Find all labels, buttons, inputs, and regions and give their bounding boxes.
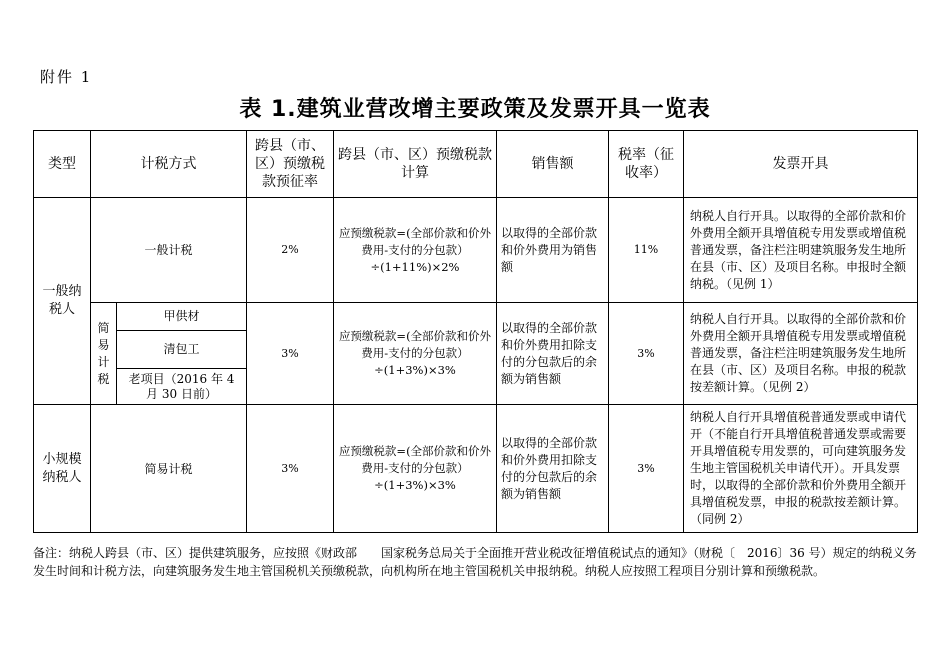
invoice-simple: 纳税人自行开具。以取得的全部价款和价外费用全额开具增值税专用发票或增值税普通发票，备注栏注明建筑服务发生地所在县（市、区）及项目名称。申报的税款按差额计算。（见例 2）	[684, 303, 918, 405]
prepay-calc-general: 应预缴税款=(全部价款和价外费用-支付的分包款）÷(1+11%)×2%	[334, 198, 497, 303]
tax-rate-general: 11%	[609, 198, 684, 303]
vertical-char: 税	[97, 371, 110, 386]
sub-item-jiagongcai: 甲供材	[117, 303, 247, 331]
policy-table	[33, 130, 918, 533]
prepay-rate-general: 2%	[247, 198, 334, 303]
sales-simple: 以取得的全部价款和价外费用扣除支付的分包款后的余额为销售额	[497, 303, 609, 405]
table-row-general-method	[34, 198, 918, 303]
prepay-rate-small: 3%	[247, 405, 334, 533]
prepay-calc-simple: 应预缴税款=(全部价款和价外费用-支付的分包款）÷(1+3%)×3%	[334, 303, 497, 405]
page-title: 表 1.建筑业营改增主要政策及发票开具一览表	[239, 97, 711, 122]
invoice-general: 纳税人自行开具。以取得的全部价款和价外费用全额开具增值税专用发票或增值税普通发票，备注栏注明建筑服务发生地所在县（市、区）及项目名称。申报时全额纳税。（见例 1）	[684, 198, 918, 303]
method-general: 一般计税	[91, 198, 247, 303]
type-general-taxpayer: 一般纳税人	[34, 198, 91, 405]
table-row-simple-method	[34, 303, 918, 331]
footnote: 备注：纳税人跨县（市、区）提供建筑服务，应按照《财政部 国家税务总局关于全面推开营业税改征增值税试点的通知》（财税〔 2016〕36 号）规定的纳税义务发生时间和计税方法，向建筑服务发生地主管国税机关预缴税款，向机构所在地主管国税机关申报纳税。纳税人应按照工程项目分别计算和预缴税款。	[33, 546, 917, 578]
table-row-small-scale	[34, 405, 918, 533]
invoice-small: 纳税人自行开具增值税普通发票或申请代开（不能自行开具增值税普通发票或需要开具增值税专用发票的，可向建筑服务发生地主管国税机关申请代开）。开具发票时，以取得的全部价款和价外费用全额开具增值税发票，申报的税款按差额计算。（同例 2）	[684, 405, 918, 533]
tax-rate-simple: 3%	[609, 303, 684, 405]
sales-small: 以取得的全部价款和价外费用扣除支付的分包款后的余额为销售额	[497, 405, 609, 533]
header-invoice: 发票开具	[684, 131, 918, 198]
header-type: 类型	[34, 131, 91, 198]
header-prepay-calc: 跨县（市、区）预缴税款计算	[334, 131, 497, 198]
type-small-scale-taxpayer: 小规模纳税人	[34, 405, 91, 533]
sales-general: 以取得的全部价款和价外费用为销售额	[497, 198, 609, 303]
vertical-char: 计	[97, 354, 110, 369]
table-header-row	[34, 131, 918, 198]
header-tax-rate: 税率（征收率）	[609, 131, 684, 198]
sub-item-qingbaogong: 清包工	[117, 331, 247, 369]
prepay-rate-simple: 3%	[247, 303, 334, 405]
header-sales: 销售额	[497, 131, 609, 198]
prepay-calc-small: 应预缴税款=(全部价款和价外费用-支付的分包款）÷(1+3%)×3%	[334, 405, 497, 533]
header-prepay-rate: 跨县（市、区）预缴税款预征率	[247, 131, 334, 198]
vertical-char: 易	[97, 337, 110, 352]
sub-item-old-project: 老项目（2016 年 4 月 30 日前）	[117, 369, 247, 405]
header-method: 计税方式	[91, 131, 247, 198]
attachment-label: 附件 1	[40, 68, 93, 86]
vertical-char: 简	[97, 320, 110, 335]
tax-rate-small: 3%	[609, 405, 684, 533]
method-simple-vertical-label	[91, 303, 117, 405]
method-small: 简易计税	[91, 405, 247, 533]
